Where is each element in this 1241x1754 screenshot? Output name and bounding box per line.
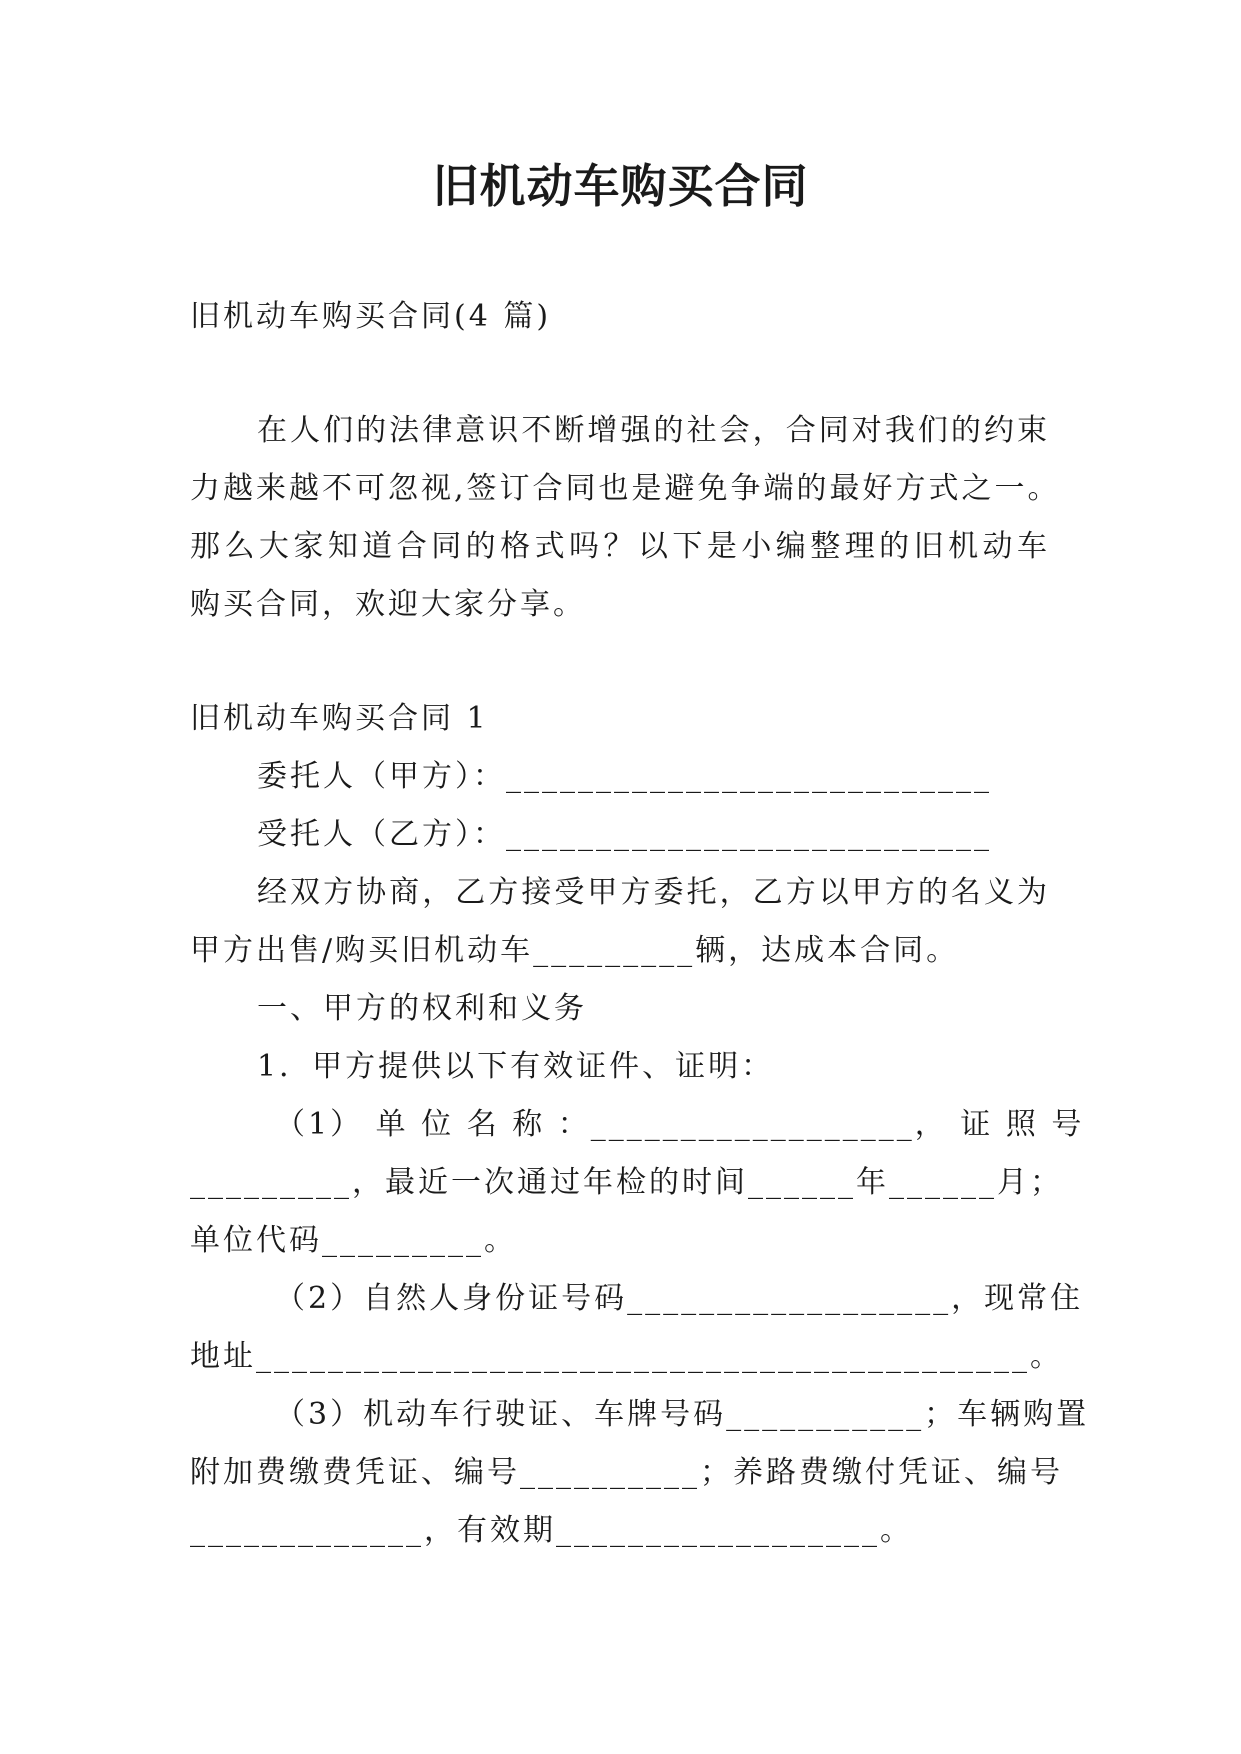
item-1-line-2: _________，最近一次通过年检的时间______年______月；: [190, 1165, 1063, 1200]
agreement-line-1: 经双方协商，乙方接受甲方委托，乙方以甲方的名义为: [257, 875, 1050, 910]
document-title: 旧机动车购买合同: [432, 159, 809, 213]
document-subtitle: 旧机动车购买合同(4 篇): [190, 299, 552, 334]
clause-1: 1．甲方提供以下有效证件、证明：: [257, 1049, 775, 1084]
agreement-line-2: 甲方出售/购买旧机动车_________辆，达成本合同。: [190, 933, 960, 968]
party-b-line: 受托人（乙方）：___________________________: [257, 817, 992, 852]
clause-heading: 一、甲方的权利和义务: [257, 991, 587, 1026]
item-3-line-1: （3）机动车行驶证、车牌号码___________；车辆购置: [275, 1397, 1090, 1432]
intro-line-2: 力越来越不可忽视,签订合同也是避免争端的最好方式之一。: [190, 471, 1061, 506]
intro-line-3: 那么大家知道合同的格式吗？以下是小编整理的旧机动车: [190, 529, 1050, 564]
section-heading: 旧机动车购买合同 1: [190, 701, 489, 736]
item-1-line-1: （1） 单 位 名 称 ：__________________， 证 照 号: [275, 1107, 1085, 1142]
party-a-line: 委托人（甲方）：___________________________: [257, 759, 992, 794]
intro-line-4: 购买合同，欢迎大家分享。: [190, 587, 586, 622]
item-1-line-3: 单位代码_________。: [190, 1223, 517, 1258]
item-3-line-2: 附加费缴费凭证、编号__________；养路费缴付凭证、编号: [190, 1455, 1063, 1490]
intro-line-1: 在人们的法律意识不断增强的社会，合同对我们的约束: [257, 413, 1050, 448]
item-2-line-2: 地址___________________________________________。: [190, 1339, 1063, 1374]
item-3-line-3: _____________，有效期__________________。: [190, 1513, 913, 1548]
item-2-line-1: （2）自然人身份证号码__________________，现常住: [275, 1281, 1084, 1316]
